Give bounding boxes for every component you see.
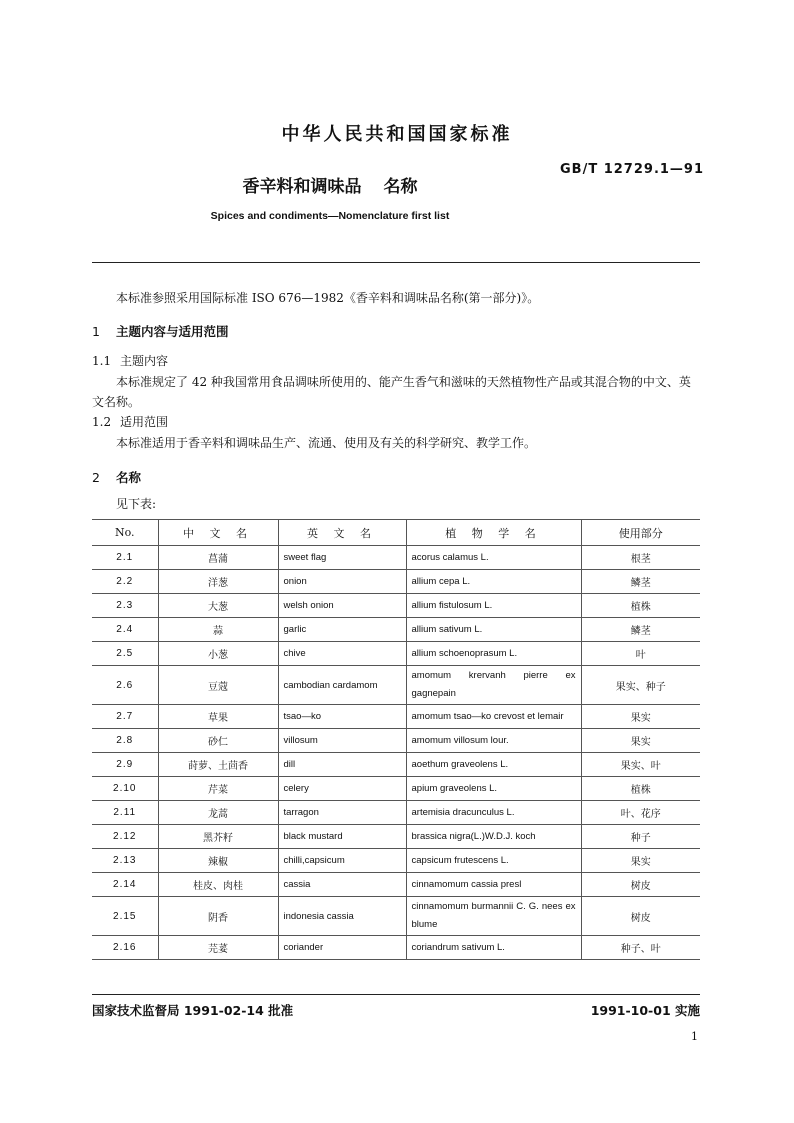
chinese-name: 菖蒲 — [158, 546, 278, 570]
table-row — [92, 897, 700, 936]
row-number: 2.11 — [92, 801, 158, 825]
chinese-name: 小葱 — [158, 642, 278, 666]
row-number: 2.2 — [92, 570, 158, 594]
used-part: 果实 — [581, 849, 700, 873]
used-part: 鳞茎 — [581, 618, 700, 642]
botanical-name: amomum villosum lour. — [406, 729, 581, 753]
english-name: garlic — [278, 618, 406, 642]
used-part: 叶、花序 — [581, 801, 700, 825]
used-part: 果实、叶 — [581, 753, 700, 777]
used-part: 植株 — [581, 777, 700, 801]
row-number: 2.16 — [92, 936, 158, 960]
botanical-name: apium graveolens L. — [406, 777, 581, 801]
page-number: 1 — [691, 1030, 698, 1043]
botanical-name: allium schoenoprasum L. — [406, 642, 581, 666]
chinese-name: 砂仁 — [158, 729, 278, 753]
table-row — [92, 570, 700, 594]
section-title: 名称 — [116, 470, 142, 485]
row-number: 2.6 — [92, 666, 158, 705]
english-name: tsao—ko — [278, 705, 406, 729]
english-name: welsh onion — [278, 594, 406, 618]
used-part: 树皮 — [581, 897, 700, 936]
table-header-row — [92, 520, 700, 546]
table-row — [92, 642, 700, 666]
used-part: 根茎 — [581, 546, 700, 570]
used-part: 鳞茎 — [581, 570, 700, 594]
header-english-name: 英 文 名 — [278, 520, 406, 546]
intro-paragraph: 本标准参照采用国际标准 ISO 676—1982《香辛料和调味品名称(第一部分)》。 — [116, 291, 540, 305]
row-number: 2.4 — [92, 618, 158, 642]
chinese-name: 芹菜 — [158, 777, 278, 801]
chinese-name: 阴香 — [158, 897, 278, 936]
english-name: coriander — [278, 936, 406, 960]
table-row — [92, 777, 700, 801]
header-no: No. — [92, 520, 158, 546]
top-divider — [92, 262, 700, 263]
section-1-1-heading — [92, 352, 168, 369]
botanical-name: acorus calamus L. — [406, 546, 581, 570]
nomenclature-table — [92, 519, 700, 960]
used-part: 种子、叶 — [581, 936, 700, 960]
chinese-name: 辣椒 — [158, 849, 278, 873]
row-number: 2.15 — [92, 897, 158, 936]
used-part: 树皮 — [581, 873, 700, 897]
english-name: celery — [278, 777, 406, 801]
botanical-name: artemisia dracunculus L. — [406, 801, 581, 825]
botanical-name: allium fistulosum L. — [406, 594, 581, 618]
table-row — [92, 936, 700, 960]
effective-date: 1991-10-01 实施 — [590, 1003, 700, 1018]
table-row — [92, 618, 700, 642]
chinese-name: 黑芥籽 — [158, 825, 278, 849]
botanical-name: aoethum graveolens L. — [406, 753, 581, 777]
chinese-name: 豆蔻 — [158, 666, 278, 705]
row-number: 2.9 — [92, 753, 158, 777]
used-part: 果实 — [581, 705, 700, 729]
table-row — [92, 729, 700, 753]
section-title: 主题内容 — [120, 354, 169, 368]
chinese-name: 大葱 — [158, 594, 278, 618]
english-name: indonesia cassia — [278, 897, 406, 936]
section-number: 1.1 — [92, 354, 112, 368]
botanical-name: cinnamomum cassia presl — [406, 873, 581, 897]
english-title: Spices and condiments—Nomenclature first list — [210, 210, 450, 222]
row-number: 2.14 — [92, 873, 158, 897]
botanical-name: coriandrum sativum L. — [406, 936, 581, 960]
section-number: 1 — [92, 324, 100, 339]
english-name: chive — [278, 642, 406, 666]
botanical-name: brassica nigra(L.)W.D.J. koch — [406, 825, 581, 849]
used-part: 种子 — [581, 825, 700, 849]
botanical-name: allium sativum L. — [406, 618, 581, 642]
botanical-name: cinnamomum burmannii C. G. nees ex blume — [406, 897, 581, 936]
section-1-1-text: 本标准规定了 42 种我国常用食品调味所使用的、能产生香气和滋味的天然植物性产品或其混合物的中文、英文名称。 — [92, 375, 691, 409]
section-number: 2 — [92, 470, 100, 485]
english-name: tarragon — [278, 801, 406, 825]
table-row — [92, 705, 700, 729]
header-used-part: 使用部分 — [581, 520, 700, 546]
chinese-name: 蒜 — [158, 618, 278, 642]
header-botanical-name: 植 物 学 名 — [406, 520, 581, 546]
english-name: cambodian cardamom — [278, 666, 406, 705]
row-number: 2.7 — [92, 705, 158, 729]
table-row — [92, 546, 700, 570]
used-part: 果实 — [581, 729, 700, 753]
botanical-name: amomum krervanh pierre ex gagnepain — [406, 666, 581, 705]
english-name: villosum — [278, 729, 406, 753]
table-row — [92, 825, 700, 849]
chinese-name: 龙蒿 — [158, 801, 278, 825]
botanical-name: capsicum frutescens L. — [406, 849, 581, 873]
row-number: 2.13 — [92, 849, 158, 873]
table-row — [92, 849, 700, 873]
chinese-name: 洋葱 — [158, 570, 278, 594]
used-part: 叶 — [581, 642, 700, 666]
chinese-name: 草果 — [158, 705, 278, 729]
table-row — [92, 801, 700, 825]
see-table-text: 见下表: — [116, 497, 157, 511]
table-row — [92, 753, 700, 777]
row-number: 2.5 — [92, 642, 158, 666]
table-row — [92, 666, 700, 705]
table-row — [92, 873, 700, 897]
used-part: 果实、种子 — [581, 666, 700, 705]
row-number: 2.12 — [92, 825, 158, 849]
document-title — [0, 172, 660, 197]
section-2-heading — [92, 468, 141, 486]
english-name: chilli,capsicum — [278, 849, 406, 873]
chinese-name: 桂皮、肉桂 — [158, 873, 278, 897]
botanical-name: amomum tsao—ko crevost et lemair — [406, 705, 581, 729]
title-cn-suffix: 名称 — [383, 177, 418, 197]
row-number: 2.1 — [92, 546, 158, 570]
title-cn: 香辛料和调味品 — [242, 177, 362, 197]
english-name: dill — [278, 753, 406, 777]
row-number: 2.10 — [92, 777, 158, 801]
bottom-divider — [92, 994, 700, 995]
botanical-name: allium cepa L. — [406, 570, 581, 594]
row-number: 2.8 — [92, 729, 158, 753]
used-part: 植株 — [581, 594, 700, 618]
chinese-name: 莳萝、土茴香 — [158, 753, 278, 777]
section-1-heading — [92, 322, 229, 340]
standard-code: GB/T 12729.1—91 — [560, 162, 705, 177]
chinese-name: 芫荽 — [158, 936, 278, 960]
section-1-2-heading — [92, 413, 168, 430]
row-number: 2.3 — [92, 594, 158, 618]
english-name: cassia — [278, 873, 406, 897]
header-chinese-name: 中 文 名 — [158, 520, 278, 546]
table-row — [92, 594, 700, 618]
english-name: onion — [278, 570, 406, 594]
approval-date: 国家技术监督局 1991-02-14 批准 — [92, 1003, 294, 1018]
section-number: 1.2 — [92, 415, 112, 429]
section-title: 主题内容与适用范围 — [116, 324, 229, 339]
section-title: 适用范围 — [120, 415, 169, 429]
english-name: sweet flag — [278, 546, 406, 570]
national-standard-heading: 中华人民共和国国家标准 — [281, 124, 513, 145]
section-1-2-text: 本标准适用于香辛料和调味品生产、流通、使用及有关的科学研究、教学工作。 — [116, 436, 537, 450]
english-name: black mustard — [278, 825, 406, 849]
